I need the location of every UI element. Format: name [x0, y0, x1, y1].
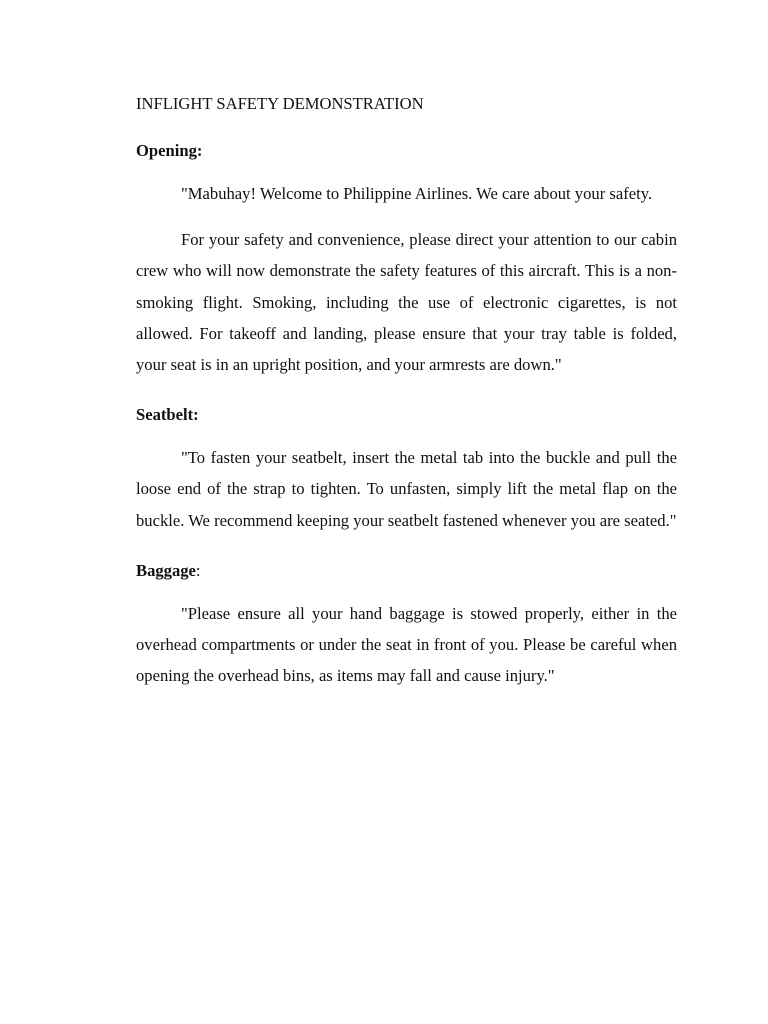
- seatbelt-paragraph: "To fasten your seatbelt, insert the metal tab into the buckle and pull the loose end of the strap to tighten. To unfasten, simply lift the metal flap on the buckle. We recommend keeping your seatbelt fastened whenever you are seated.": [136, 448, 677, 530]
- section-heading-seatbelt: Seatbelt:: [136, 405, 199, 425]
- section-heading-baggage: [136, 559, 677, 583]
- baggage-paragraph: "Please ensure all your hand baggage is stowed properly, either in the overhead compartments or under the seat in front of you. Please be careful when opening the overhead bins, as items may fall and cause injury.": [136, 603, 677, 686]
- opening-paragraph-1: "Mabuhay! Welcome to Philippine Airlines. We care about your safety.: [181, 184, 653, 203]
- section-heading-opening: Opening:: [136, 141, 203, 160]
- baggage-heading-colon: :: [195, 560, 201, 580]
- opening-paragraph-2: For your safety and convenience, please direct your attention to our cabin crew who will now demonstrate the safety features of this aircraft. This is a non-smoking flight. Smoking, including the use of electronic cigarettes, is not allowed. For takeoff and landing, please ensure that your tray table is folded, your seat is in an upright position, and your armrests are down.": [136, 230, 677, 375]
- document-page: [136, 92, 677, 691]
- document-title: INFLIGHT SAFETY DEMONSTRATION: [136, 94, 424, 113]
- baggage-heading-text: Baggage: [136, 560, 196, 580]
